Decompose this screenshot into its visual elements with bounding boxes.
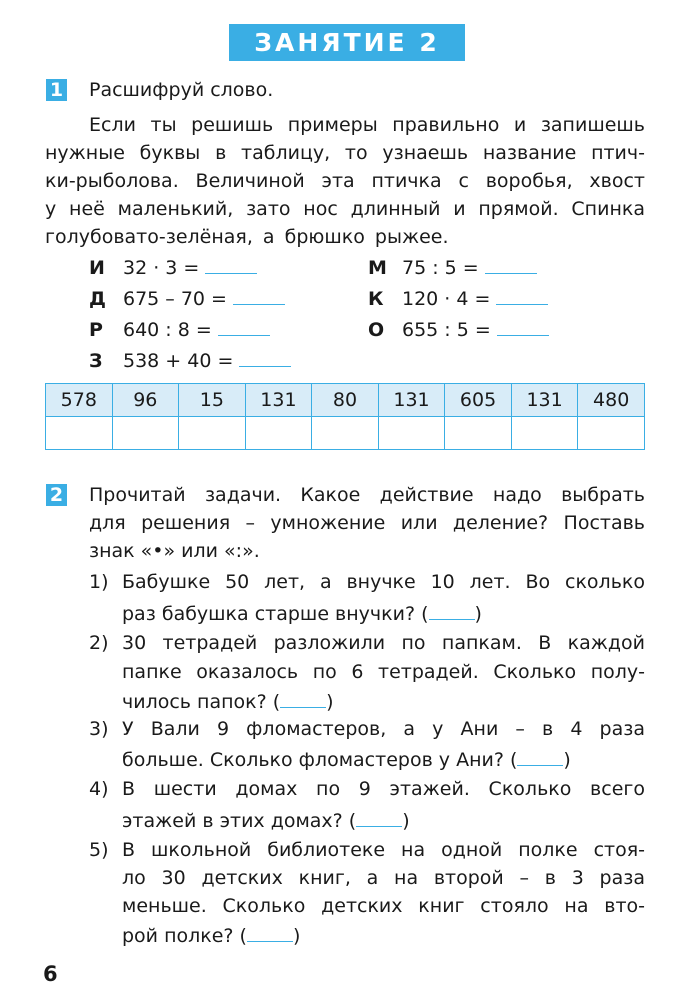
table-cell-letter-input[interactable] bbox=[578, 417, 645, 450]
problem-line bbox=[122, 807, 410, 835]
equation-letter: М bbox=[368, 257, 387, 279]
equation-letter: Р bbox=[89, 319, 103, 341]
table-row-numbers bbox=[46, 384, 645, 417]
table-cell-letter-input[interactable] bbox=[46, 417, 113, 450]
equation bbox=[89, 347, 291, 375]
task-1-text-line: нужные буквы в таблицу, то узнаешь название птич- bbox=[45, 142, 645, 164]
problem-line bbox=[122, 922, 300, 950]
equation bbox=[89, 285, 285, 313]
operation-sign-blank[interactable] bbox=[247, 923, 293, 942]
answer-blank[interactable] bbox=[496, 286, 548, 305]
problem-line: 30 тетрадей разложили по папкам. В каждой bbox=[122, 632, 645, 654]
lesson-title: ЗАНЯТИЕ 2 bbox=[229, 24, 465, 61]
problem-text: раз бабушка старше внучки? ( bbox=[122, 603, 429, 625]
problem-text: чилось папок? ( bbox=[122, 691, 281, 713]
problem-line: меньше. Сколько детских книг стояло на вто- bbox=[122, 895, 645, 917]
equation-letter: К bbox=[368, 288, 384, 310]
table-cell-number: 80 bbox=[312, 384, 379, 417]
answer-blank[interactable] bbox=[218, 317, 270, 336]
equation-letter: З bbox=[89, 350, 103, 372]
problem-line: У Вали 9 фломастеров, а у Ани – в 4 раза bbox=[122, 718, 645, 740]
equation bbox=[368, 316, 549, 344]
answer-blank[interactable] bbox=[497, 317, 549, 336]
operation-sign-blank[interactable] bbox=[517, 747, 563, 766]
task-1-text-line: ки-рыболова. Величиной эта птичка с воробья, хвост bbox=[45, 170, 645, 192]
equation bbox=[89, 254, 257, 282]
table-cell-number: 131 bbox=[245, 384, 312, 417]
equation-letter: И bbox=[89, 257, 105, 279]
table-row-letters bbox=[46, 417, 645, 450]
task-2-intro-line: Прочитай задачи. Какое действие надо выбрать bbox=[89, 484, 645, 506]
problem-line bbox=[122, 688, 334, 716]
table-cell-letter-input[interactable] bbox=[112, 417, 179, 450]
decode-table bbox=[45, 383, 645, 450]
paren-close: ) bbox=[563, 749, 571, 771]
problem-line: Бабушке 50 лет, а внучке 10 лет. Во сколько bbox=[122, 571, 645, 593]
task-1-number: 1 bbox=[46, 79, 67, 101]
equation-expression: 120 · 4 = bbox=[402, 288, 491, 310]
problem-number: 2) bbox=[89, 632, 109, 654]
problem-line bbox=[122, 746, 571, 774]
table-cell-number: 96 bbox=[112, 384, 179, 417]
paren-close: ) bbox=[402, 810, 410, 832]
problem-line: ло 30 детских книг, а на второй – в 3 раза bbox=[122, 867, 645, 889]
operation-sign-blank[interactable] bbox=[429, 601, 475, 620]
table-cell-number: 131 bbox=[511, 384, 578, 417]
problem-number: 3) bbox=[89, 718, 109, 740]
problem-number: 4) bbox=[89, 778, 109, 800]
answer-blank[interactable] bbox=[233, 286, 285, 305]
task-2-intro-line: для решения – умножение или деление? Поставь bbox=[89, 512, 645, 534]
equation-expression: 32 · 3 = bbox=[123, 257, 200, 279]
equation bbox=[368, 285, 548, 313]
table-cell-number: 131 bbox=[378, 384, 445, 417]
problem-text: рой полке? ( bbox=[122, 925, 247, 947]
table-cell-number: 578 bbox=[46, 384, 113, 417]
paren-close: ) bbox=[474, 603, 482, 625]
paren-close: ) bbox=[326, 691, 334, 713]
table-cell-number: 15 bbox=[179, 384, 246, 417]
task-1-text-line: Если ты решишь примеры правильно и запишешь bbox=[89, 114, 645, 136]
problem-line: В шести домах по 9 этажей. Сколько всего bbox=[122, 778, 645, 800]
equation-letter: О bbox=[368, 319, 385, 341]
page-number: 6 bbox=[43, 962, 58, 986]
problem-number: 1) bbox=[89, 571, 109, 593]
paren-close: ) bbox=[292, 925, 301, 947]
table-cell-letter-input[interactable] bbox=[445, 417, 512, 450]
equation bbox=[89, 316, 270, 344]
table-cell-letter-input[interactable] bbox=[378, 417, 445, 450]
problem-line bbox=[122, 600, 482, 628]
table-cell-letter-input[interactable] bbox=[245, 417, 312, 450]
problem-number: 5) bbox=[89, 839, 109, 861]
table-cell-number: 605 bbox=[445, 384, 512, 417]
task-2-intro-line: знак «•» или «:». bbox=[89, 540, 260, 562]
equation-expression: 75 : 5 = bbox=[402, 257, 479, 279]
task-1-text-line: у неё маленький, зато нос длинный и прямой. Спинка bbox=[45, 198, 645, 220]
table-cell-letter-input[interactable] bbox=[312, 417, 379, 450]
equation-letter: Д bbox=[89, 288, 106, 310]
equation-expression: 675 – 70 = bbox=[123, 288, 227, 310]
table-cell-letter-input[interactable] bbox=[511, 417, 578, 450]
problem-line: папке оказалось по 6 тетрадей. Сколько полу- bbox=[122, 661, 645, 683]
operation-sign-blank[interactable] bbox=[356, 808, 402, 827]
answer-blank[interactable] bbox=[205, 255, 257, 274]
equation-expression: 655 : 5 = bbox=[402, 319, 491, 341]
task-2-number: 2 bbox=[46, 484, 67, 506]
problem-text: больше. Сколько фломастеров у Ани? ( bbox=[122, 749, 518, 771]
equation-expression: 538 + 40 = bbox=[123, 350, 234, 372]
equation-expression: 640 : 8 = bbox=[123, 319, 212, 341]
task-1-heading: Расшифруй слово. bbox=[89, 79, 274, 101]
problem-text: этажей в этих домах? ( bbox=[122, 810, 357, 832]
table-cell-number: 480 bbox=[578, 384, 645, 417]
equation bbox=[368, 254, 537, 282]
operation-sign-blank[interactable] bbox=[280, 689, 326, 708]
answer-blank[interactable] bbox=[239, 348, 291, 367]
problem-line: В школьной библиотеке на одной полке стоя- bbox=[122, 839, 645, 861]
answer-blank[interactable] bbox=[485, 255, 537, 274]
table-cell-letter-input[interactable] bbox=[179, 417, 246, 450]
task-1-text-line: голубовато-зелёная, а брюшко рыжее. bbox=[45, 226, 449, 248]
